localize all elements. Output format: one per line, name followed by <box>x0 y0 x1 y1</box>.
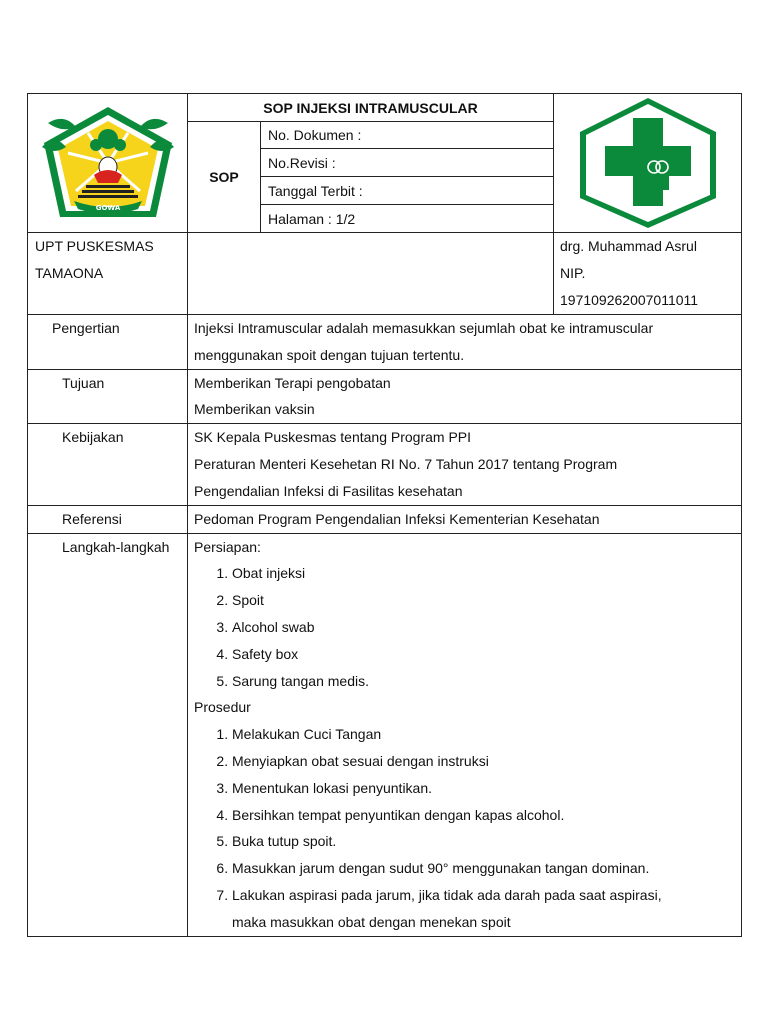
prosedur-step: 6. Masukkan jarum dengan sudut 90° menggunakan tangan dominan. <box>232 855 734 882</box>
no-revisi-field: No.Revisi : <box>261 149 554 177</box>
gowa-emblem-icon <box>38 103 178 223</box>
pengertian-line1: Injeksi Intramuscular adalah memasukkan sejumlah obat ke intramuscular <box>194 320 654 336</box>
prosedur-list <box>194 721 734 909</box>
kebijakan-content <box>188 424 742 505</box>
kebijakan-line3: Pengendalian Infeksi di Fasilitas kesehatan <box>194 482 463 499</box>
langkah-label: Langkah-langkah <box>28 533 188 936</box>
tujuan-content <box>188 369 742 424</box>
persiapan-item: 1. Obat injeksi <box>232 560 734 587</box>
tujuan-line1: Memberikan Terapi pengobatan <box>194 374 391 391</box>
signer-cell <box>554 233 742 315</box>
pengertian-line2: menggunakan spoit dengan tujuan tertentu. <box>194 346 465 363</box>
prosedur-step: 1. Melakukan Cuci Tangan <box>232 721 734 748</box>
document-title: SOP INJEKSI INTRAMUSCULAR <box>188 94 554 122</box>
tujuan-label: Tujuan <box>28 369 188 424</box>
prosedur-step: 4. Bersihkan tempat penyuntikan dengan kapas alcohol. <box>232 802 734 829</box>
organization-cell <box>28 233 188 315</box>
signer-name: drg. Muhammad Asrul <box>560 238 697 254</box>
pengertian-label: Pengertian <box>28 315 188 370</box>
nip-number: 197109262007011011 <box>560 292 699 308</box>
kebijakan-line2: Peraturan Menteri Kesehetan RI No. 7 Tahun 2017 tentang Program <box>194 455 618 472</box>
prosedur-step: 5. Buka tutup spoit. <box>232 828 734 855</box>
tujuan-line2: Memberikan vaksin <box>194 401 315 418</box>
blank-cell <box>188 233 554 315</box>
halaman-field: Halaman : 1/2 <box>261 205 554 233</box>
persiapan-title: Persiapan: <box>194 538 261 555</box>
regency-logo-cell <box>28 94 188 233</box>
emblem-ribbon-text: GOWA <box>95 204 120 212</box>
tanggal-terbit-field: Tanggal Terbit : <box>261 177 554 205</box>
persiapan-item: 5. Sarung tangan medis. <box>232 668 734 695</box>
langkah-content <box>188 533 742 936</box>
nip-label: NIP. <box>560 265 586 281</box>
no-dokumen-field: No. Dokumen : <box>261 122 554 149</box>
kebijakan-label: Kebijakan <box>28 424 188 505</box>
referensi-content: Pedoman Program Pengendalian Infeksi Kementerian Kesehatan <box>188 505 742 533</box>
prosedur-continuation: maka masukkan obat dengan menekan spoit <box>232 913 511 930</box>
pengertian-content <box>188 315 742 370</box>
persiapan-item: 2. Spoit <box>232 587 734 614</box>
puskesmas-logo-cell <box>554 94 742 233</box>
persiapan-item: 3. Alcohol swab <box>232 614 734 641</box>
prosedur-title: Prosedur <box>194 699 251 716</box>
persiapan-item: 4. Safety box <box>232 641 734 668</box>
prosedur-step: 3. Menentukan lokasi penyuntikan. <box>232 775 734 802</box>
org-name-line2: TAMAONA <box>35 265 104 281</box>
prosedur-step: 2. Menyiapkan obat sesuai dengan instruksi <box>232 748 734 775</box>
persiapan-list <box>194 560 734 694</box>
prosedur-step: 7. Lakukan aspirasi pada jarum, jika tidak ada darah pada saat aspirasi, <box>232 882 734 909</box>
puskesmas-logo-icon <box>573 94 723 232</box>
referensi-label: Referensi <box>28 505 188 533</box>
sop-label: SOP <box>188 122 261 233</box>
org-name-line1: UPT PUSKESMAS <box>35 238 154 254</box>
kebijakan-line1: SK Kepala Puskesmas tentang Program PPI <box>194 429 472 446</box>
sop-document <box>27 93 741 937</box>
sop-table <box>27 93 742 937</box>
